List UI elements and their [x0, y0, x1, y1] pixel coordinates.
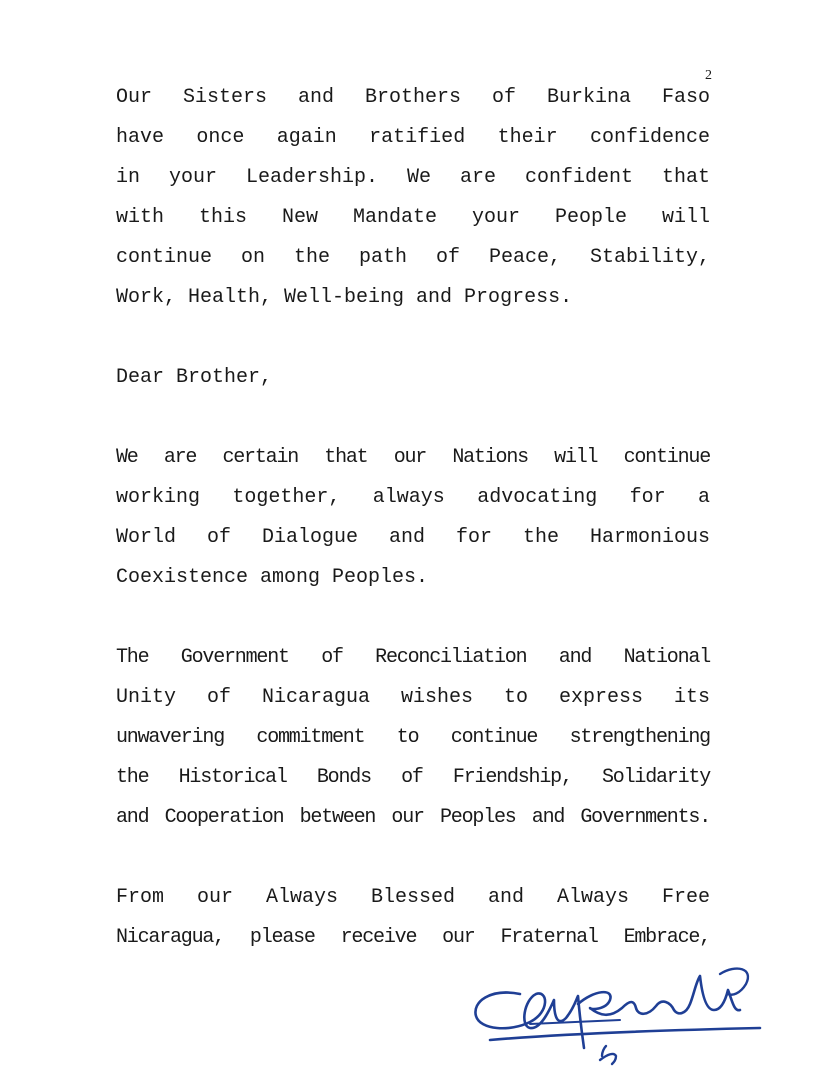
text-line: the Historical Bonds of Friendship, Solidarity	[116, 766, 710, 789]
text-line: Our Sisters and Brothers of Burkina Faso	[116, 86, 710, 109]
letter-body	[116, 78, 710, 958]
paragraph-gap	[116, 838, 710, 878]
text-line: unwavering commitment to continue strengthening	[116, 726, 710, 749]
text-line: continue on the path of Peace, Stability,	[116, 246, 710, 269]
paragraph-gap	[116, 598, 710, 638]
paragraph-gap	[116, 318, 710, 358]
text-line: and Cooperation between our Peoples and Governments.	[116, 806, 710, 829]
text-line: World of Dialogue and for the Harmonious	[116, 526, 710, 549]
text-line: We are certain that our Nations will continue	[116, 446, 710, 469]
salutation	[116, 358, 710, 398]
paragraph-government	[116, 638, 710, 838]
page-number: 2	[705, 68, 712, 83]
paragraph-gap	[116, 398, 710, 438]
text-line: with this New Mandate your People will	[116, 206, 710, 229]
text-line: The Government of Reconciliation and National	[116, 646, 710, 669]
text-line: Unity of Nicaragua wishes to express its	[116, 686, 710, 709]
text-line: Coexistence among Peoples.	[116, 566, 429, 589]
text-line: Dear Brother,	[116, 366, 273, 389]
paragraph-closing	[116, 878, 710, 958]
paragraph-burkina-faso	[116, 78, 710, 318]
text-line: in your Leadership. We are confident that	[116, 166, 710, 189]
text-line: From our Always Blessed and Always Free	[116, 886, 710, 909]
text-line: working together, always advocating for a	[116, 486, 710, 509]
text-line: Nicaragua, please receive our Fraternal Embrace,	[116, 926, 710, 949]
handwritten-signature	[470, 960, 770, 1067]
paragraph-nations	[116, 438, 710, 598]
text-line: have once again ratified their confidence	[116, 126, 710, 149]
text-line: Work, Health, Well-being and Progress.	[116, 286, 573, 309]
